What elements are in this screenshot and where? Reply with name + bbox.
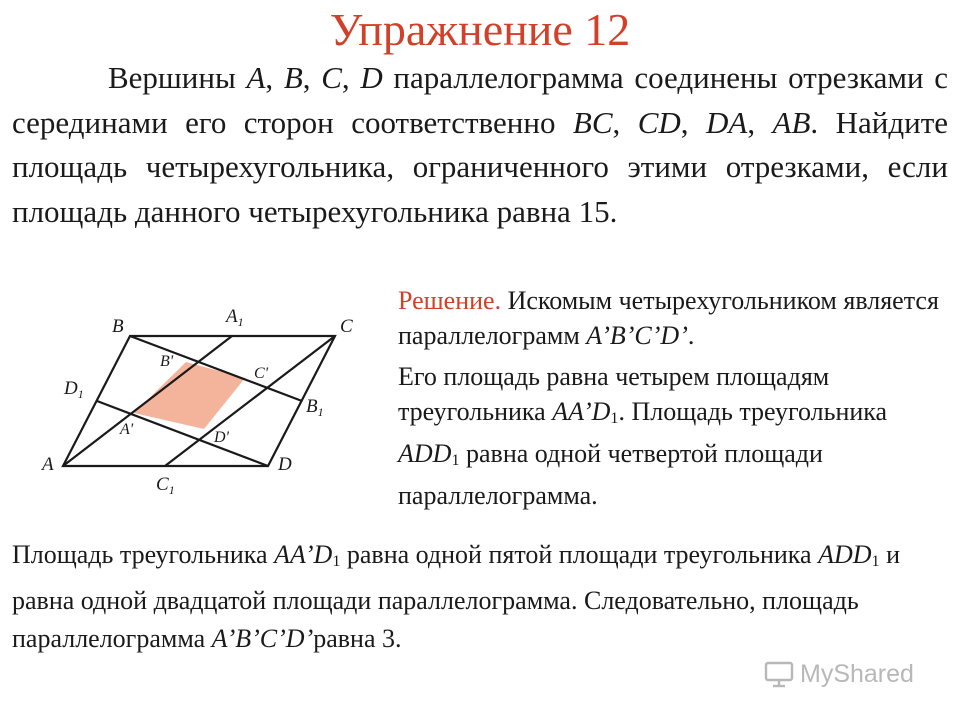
label-c-prime: C': [254, 365, 269, 382]
solution-text: [398, 283, 940, 519]
page-title: Упражнение 12: [329, 4, 631, 55]
watermark: [764, 656, 914, 692]
label-d: D: [278, 454, 292, 475]
label-a1: $A_1$: [226, 306, 244, 329]
label-b-prime: B': [160, 353, 174, 370]
problem-statement: Вершины A, B, C, D параллелограмма соединены отрезками с серединами его сторон соответственно BC, CD, DA, AB. Найдите площадь четырехугольника, ограниченного этими отрезками, если площадь данного четырехугольника равна 15.: [12, 60, 949, 229]
solution-paragraph-2: Его площадь равна четырем площадям треугольника $AA’D_1$. Площадь треугольника $ADD_1$ равна одной четвертой площади параллелограмма.: [398, 362, 888, 511]
label-b: B: [112, 316, 124, 337]
watermark-text: MyShared: [800, 659, 914, 688]
solution-paragraph-1: Решение. Искомым четырехугольником является параллелограмм A’B’C’D’.: [398, 286, 939, 350]
label-a: A: [42, 454, 54, 475]
label-d-prime: D': [214, 429, 229, 446]
label-c1: $C_1$: [156, 474, 175, 497]
label-b1: $B_1$: [306, 396, 324, 419]
presentation-icon: [764, 660, 794, 688]
parallelogram-figure: [30, 296, 380, 506]
solution-conclusion: Площадь треугольника $AA’D_1$ равна одной пятой площади треугольника $ADD_1$ и равна одной двадцатой площади параллелограмма. Следовательно, площадь параллелограмма A’B’C’D’равна 3.: [12, 540, 900, 654]
label-c: C: [340, 316, 353, 337]
label-d1: $D_1$: [64, 378, 84, 401]
label-a-prime: A': [120, 421, 134, 438]
